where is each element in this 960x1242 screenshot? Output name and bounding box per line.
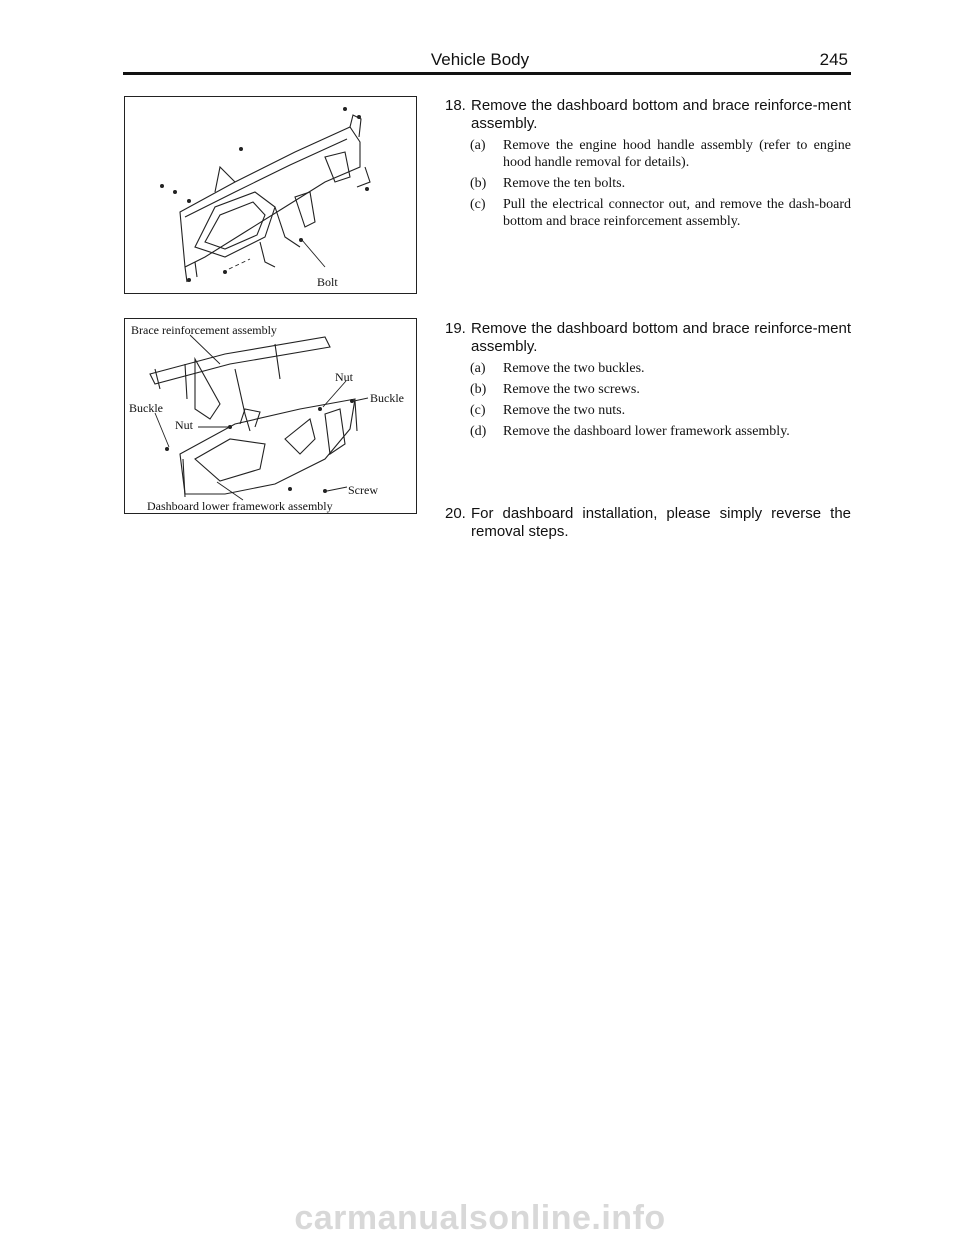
buckle-left-label: Buckle (129, 401, 163, 415)
substep (470, 402, 851, 419)
page-number: 245 (819, 50, 848, 69)
substep-letter: (d) (470, 424, 487, 439)
substep-letter: (b) (470, 176, 487, 191)
bolt-label: Bolt (317, 275, 338, 289)
substep-text: Remove the two screws. (503, 382, 640, 397)
step-text: Remove the dashboard bottom and brace reinforce-ment assembly. (471, 97, 851, 132)
substep (470, 175, 851, 192)
substep-letter: (a) (470, 361, 486, 376)
step-20 (445, 505, 851, 541)
substep-letter: (b) (470, 382, 487, 397)
nut-left-label: Nut (175, 418, 193, 432)
substep (470, 381, 851, 398)
step-text: Remove the dashboard bottom and brace reinforce-ment assembly. (471, 320, 851, 355)
substep-text: Pull the electrical connector out, and remove the dash-board bottom and brace reinforcement assembly. (503, 197, 851, 229)
screw-label: Screw (348, 483, 378, 497)
figure-dashboard-framework (124, 318, 417, 514)
dashboard-bolts-illustration (125, 97, 418, 295)
substep-text: Remove the two nuts. (503, 403, 626, 418)
page-title: Vehicle Body (430, 50, 530, 69)
figure-dashboard-bolts (124, 96, 417, 294)
substep-letter: (c) (470, 403, 486, 418)
substep-letter: (a) (470, 138, 486, 153)
step-number: 18. (445, 97, 466, 114)
brace-reinforcement-label: Brace reinforcement assembly (131, 323, 277, 337)
framework-label: Dashboard lower framework assembly (147, 499, 333, 513)
step-number: 20. (445, 505, 466, 522)
header-rule (123, 72, 851, 75)
step-number: 19. (445, 320, 466, 337)
substep (470, 360, 851, 377)
step-18 (445, 97, 851, 230)
buckle-right-label: Buckle (370, 391, 404, 405)
substep-letter: (c) (470, 197, 486, 212)
substep (470, 137, 851, 171)
substep (470, 196, 851, 230)
step-19 (445, 320, 851, 440)
substep-text: Remove the ten bolts. (503, 176, 626, 191)
watermark: carmanualsonline.info (294, 1199, 666, 1237)
substep (470, 423, 851, 440)
substep-text: Remove the engine hood handle assembly (refer to engine hood handle removal for details). (503, 138, 851, 170)
substep-text: Remove the two buckles. (503, 361, 645, 376)
step-text: For dashboard installation, please simply reverse the removal steps. (471, 505, 851, 540)
substep-text: Remove the dashboard lower framework assembly. (503, 424, 790, 439)
nut-top-label: Nut (335, 370, 353, 384)
